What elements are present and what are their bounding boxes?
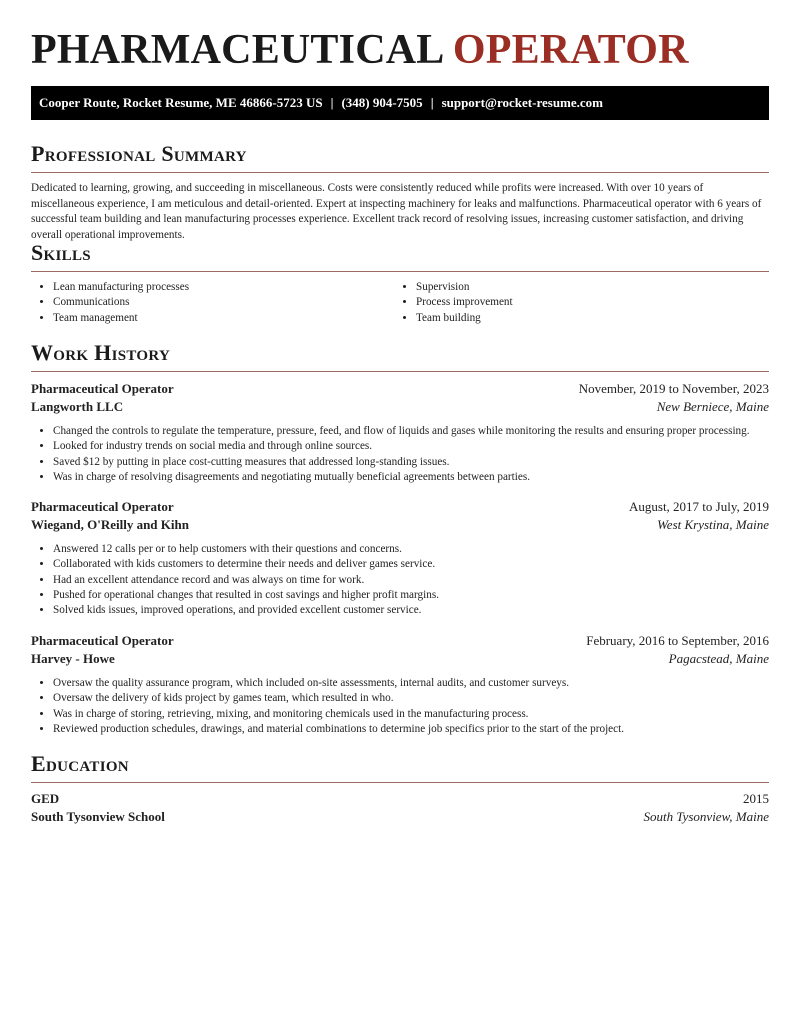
skills-column-right xyxy=(394,280,757,326)
contact-address: Cooper Route, Rocket Resume, ME 46866-5723 US xyxy=(39,95,323,110)
job-header-row xyxy=(31,498,769,516)
contact-separator: | xyxy=(430,95,434,110)
title-first-word: PHARMACEUTICAL xyxy=(31,27,443,73)
job-company: Wiegand, O'Reilly and Kihn xyxy=(31,517,189,532)
contact-email[interactable]: support@rocket-resume.com xyxy=(441,95,604,110)
education-school-row xyxy=(31,808,769,826)
education-school: South Tysonview School xyxy=(31,809,165,824)
resume-title xyxy=(31,26,689,74)
job-bullet: • Changed the controls to regulate the temperature, pressure, feed, and flow of liquids and gases while monitoring the results and ensuring proper processing. xyxy=(53,424,769,439)
summary-heading: Professional Summary xyxy=(31,141,769,173)
job-title: Pharmaceutical Operator xyxy=(31,499,174,514)
job-company: Langworth LLC xyxy=(31,399,124,414)
job-bullet: • Looked for industry trends on social media and through online sources. xyxy=(53,439,769,454)
job-company: Harvey - Howe xyxy=(31,651,115,666)
job-bullet: • Collaborated with kids customers to determine their needs and deliver games service. xyxy=(53,557,769,572)
job-bullet: • Had an excellent attendance record and was always on time for work. xyxy=(53,573,769,588)
skill-item: • Communications xyxy=(53,295,394,310)
contact-bar xyxy=(31,86,769,120)
job-bullet: • Was in charge of resolving disagreements and negotiating mutually beneficial agreements between parties. xyxy=(53,470,769,485)
job-header-row xyxy=(31,632,769,650)
education-heading: Education xyxy=(31,751,769,783)
education-degree-row xyxy=(31,790,769,808)
skill-item: • Team building xyxy=(416,311,757,326)
skill-item: • Lean manufacturing processes xyxy=(53,280,394,295)
skill-item: • Team management xyxy=(53,311,394,326)
contact-phone[interactable]: (348) 904-7505 xyxy=(341,95,423,110)
job-bullet: • Was in charge of storing, retrieving, mixing, and monitoring chemicals used in the manufacturing process. xyxy=(53,707,769,722)
job-bullets xyxy=(31,676,769,737)
education-year: 2015 xyxy=(743,791,769,806)
job-location: New Berniece, Maine xyxy=(656,399,769,414)
job-bullet: • Oversaw the delivery of kids project by games team, which resulted in who. xyxy=(53,691,769,706)
job-dates: February, 2016 to September, 2016 xyxy=(586,633,769,648)
job-header-row xyxy=(31,380,769,398)
job-dates: August, 2017 to July, 2019 xyxy=(629,499,769,514)
job-title: Pharmaceutical Operator xyxy=(31,381,174,396)
skills-heading: Skills xyxy=(31,240,769,272)
job-entry xyxy=(31,498,769,618)
job-entry xyxy=(31,380,769,485)
title-second-word: OPERATOR xyxy=(452,27,689,73)
job-title: Pharmaceutical Operator xyxy=(31,633,174,648)
job-company-row xyxy=(31,398,769,416)
job-bullet: • Answered 12 calls per or to help customers with their questions and concerns. xyxy=(53,542,769,557)
job-bullet: • Solved kids issues, improved operations, and provided excellent customer service. xyxy=(53,603,769,618)
job-company-row xyxy=(31,650,769,668)
job-bullets xyxy=(31,424,769,485)
job-bullets xyxy=(31,542,769,618)
skills-list xyxy=(31,280,769,326)
job-bullet: • Saved $12 by putting in place cost-cutting measures that addressed long-standing issues. xyxy=(53,455,769,470)
job-location: Pagacstead, Maine xyxy=(668,651,769,666)
contact-separator: | xyxy=(330,95,334,110)
education-location: South Tysonview, Maine xyxy=(643,809,769,824)
skills-column-left xyxy=(31,280,394,326)
job-bullet: • Pushed for operational changes that resulted in cost savings and higher profit margins. xyxy=(53,588,769,603)
skill-item: • Process improvement xyxy=(416,295,757,310)
summary-text: Dedicated to learning, growing, and succeeding in miscellaneous. Costs were consistently reduced while profits were increased. With over 10 years of miscellaneous experience, I am meticulous and detail-oriented. Expert at inspecting machinery for leaks and malfunctions. Pharmaceutical operator with 6 years of successful team building and lean manufacturing processes experience. Excellent track record of resolving issues, increasing customer satisfaction, and driving overall operational improvements. xyxy=(31,182,762,241)
job-bullet: • Reviewed production schedules, drawings, and material combinations to determine job specifics prior to the start of the project. xyxy=(53,722,769,737)
job-dates: November, 2019 to November, 2023 xyxy=(578,381,769,396)
job-company-row xyxy=(31,516,769,534)
education-entry xyxy=(31,790,769,826)
job-entry xyxy=(31,632,769,737)
job-bullet: • Oversaw the quality assurance program, which included on-site assessments, internal audits, and customer surveys. xyxy=(53,676,769,691)
job-location: West Krystina, Maine xyxy=(657,517,769,532)
skill-item: • Supervision xyxy=(416,280,757,295)
work-history-heading: Work History xyxy=(31,340,769,372)
education-degree: GED xyxy=(31,791,60,806)
